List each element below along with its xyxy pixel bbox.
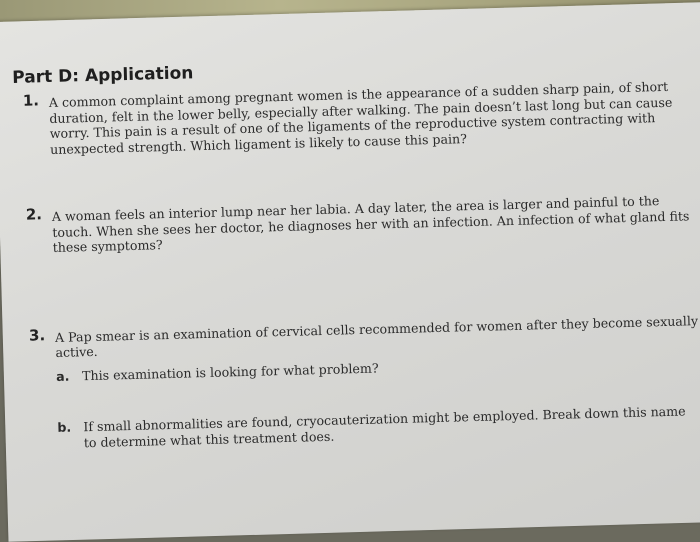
subquestion-text: This examination is looking for what problem? bbox=[81, 360, 379, 383]
section-title: Part D: Application bbox=[12, 63, 194, 88]
worksheet-content bbox=[12, 50, 700, 452]
question-text: A common complaint among pregnant women is the appearance of a sudden sharp pain, of short duration, felt in the lower belly, especially after walking. The pain doesn’t last long but can cause worry. This pain is a result of one of the ligaments of the reproductive system contracting with unexpected strength. Which ligament is likely to cause this pain? bbox=[48, 78, 673, 157]
subquestion-a bbox=[56, 352, 700, 384]
question-number: 2. bbox=[25, 205, 43, 224]
question-text: A woman feels an interior lump near her labia. A day later, the area is larger and painful to the touch. When she sees her doctor, he diagnoses her with an infection. An infection of what gland fits these symptoms? bbox=[51, 193, 690, 255]
subquestion-letter: b. bbox=[57, 419, 72, 435]
subquestion-text: If small abnormalities are found, cryocauterization might be employed. Break down this name to determine what this treatment does. bbox=[83, 403, 686, 450]
question-text: A Pap smear is an examination of cervical cells recommended for women after they become sexually active. bbox=[54, 312, 699, 360]
question-number: 1. bbox=[22, 91, 40, 110]
question-2 bbox=[16, 192, 697, 256]
question-1 bbox=[13, 78, 694, 158]
question-3 bbox=[19, 313, 700, 452]
question-number: 3. bbox=[28, 325, 46, 345]
subquestion-letter: a. bbox=[55, 368, 70, 384]
